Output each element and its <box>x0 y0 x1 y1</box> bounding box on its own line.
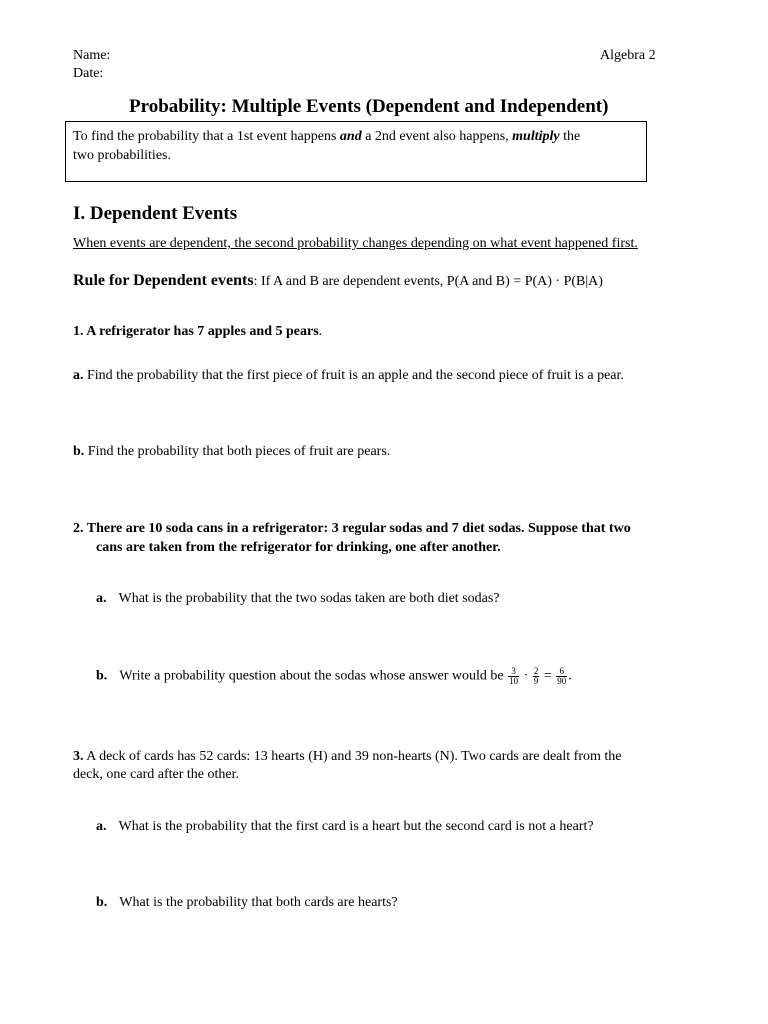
question-1a <box>73 368 624 384</box>
question-3a <box>96 819 594 835</box>
q3-stem-line-1-text: A deck of cards has 52 cards: 13 hearts (H) and 39 non-hearts (N). Two cards are dealt from the <box>83 749 622 764</box>
date-label: Date: <box>73 66 104 81</box>
q1-stem-end: . <box>318 324 323 339</box>
course-label: Algebra 2 <box>600 48 656 63</box>
q3a-text: What is the probability that the first card is a heart but the second card is not a heart? <box>118 819 594 834</box>
equals-symbol: = <box>540 668 556 684</box>
question-3-stem-line-2: deck, one card after the other. <box>73 767 239 782</box>
page-title: Probability: Multiple Events (Dependent and Independent) <box>129 96 609 117</box>
intro-box <box>65 121 647 182</box>
q2b-text: Write a probability question about the sodas whose answer would be <box>119 668 508 684</box>
q2a-text: What is the probability that the two sodas taken are both diet sodas? <box>118 591 500 606</box>
q2b-end: . <box>568 668 572 684</box>
intro-text-c: the <box>559 129 581 144</box>
q3a-label: a. <box>96 819 107 834</box>
question-2a <box>96 591 500 607</box>
q3b-text: What is the probability that both cards are hearts? <box>119 895 398 910</box>
q1a-text: Find the probability that the first piece of fruit is an apple and the second piece of fruit is a pear. <box>83 368 624 383</box>
fraction-2-9: $\frac{2}{9}$ <box>533 666 539 686</box>
intro-line-1 <box>73 129 580 145</box>
question-3b <box>96 895 398 911</box>
section-heading-dependent: I. Dependent Events <box>73 203 238 224</box>
intro-and: and <box>339 129 362 144</box>
question-2b <box>96 667 572 686</box>
name-label: Name: <box>73 48 111 63</box>
fraction-3-10: $\frac{3}{10}$ <box>509 666 519 686</box>
question-1-stem <box>73 324 322 340</box>
dependent-definition: When events are dependent, the second probability changes depending on what event happened first. <box>73 236 638 251</box>
q2a-label: a. <box>96 591 107 606</box>
q1b-text: Find the probability that both pieces of fruit are pears. <box>84 444 391 459</box>
intro-text-b: a 2nd event also happens, <box>361 129 513 144</box>
q1a-label: a. <box>73 368 84 383</box>
q2b-label: b. <box>96 668 108 684</box>
q1-stem-bold: 1. A refrigerator has 7 apples and 5 pears <box>73 324 319 339</box>
rule-text: : If A and B are dependent events, P(A and B) = P(A) · P(B|A) <box>253 274 603 289</box>
intro-line-2: two probabilities. <box>73 148 171 163</box>
intro-multiply: multiply <box>512 129 560 144</box>
q3-number: 3. <box>73 749 84 764</box>
rule-label: Rule for Dependent events <box>73 272 254 289</box>
question-1b <box>73 444 390 460</box>
dependent-rule <box>73 272 603 290</box>
question-2-stem-line-1: 2. There are 10 soda cans in a refrigerator: 3 regular sodas and 7 diet sodas. Suppose that two <box>73 521 631 536</box>
fraction-6-90: $\frac{6}{90}$ <box>557 666 567 686</box>
q3b-label: b. <box>96 895 108 910</box>
times-symbol: · <box>520 668 532 684</box>
question-2-stem-line-2: cans are taken from the refrigerator for drinking, one after another. <box>96 540 501 555</box>
intro-text-a: To find the probability that a 1st event happens <box>73 129 340 144</box>
question-3-stem-line-1 <box>73 749 621 765</box>
q1b-label: b. <box>73 444 85 459</box>
